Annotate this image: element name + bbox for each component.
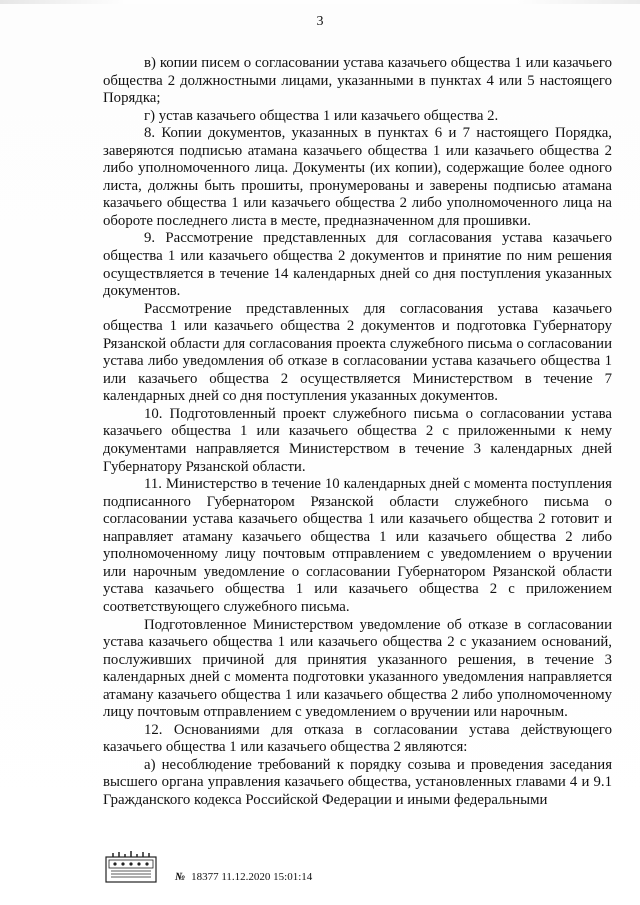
paragraph: 8. Копии документов, указанных в пунктах 6 и 7 настоящего Порядка, заверяются подписью атамана казачьего общества 1 или казачьего общества 2 либо уполномоченного лица. Документы (их копии), содержащие более одного листа, должны быть прошиты, пронумерованы и заверены подписью атамана казачьего общества 1 или казачьего общества 2 либо уполномоченного лица на обороте последнего листа в месте, предназначенном для прошивки. xyxy=(103,125,612,229)
paragraph: 12. Основаниями для отказа в согласовании устава действующего казачьего общества 1 или казачьего общества 2 являются: xyxy=(103,721,612,756)
paragraph: Подготовленное Министерством уведомление об отказе в согласовании устава казачьего общества 1 или казачьего общества 2 с указанием оснований, послуживших причиной для принятия указанного решения, в течение 3 календарных дней с момента подготовки указанного уведомления направляется атаману казачьего общества 1 или казачьего общества 2 либо уполномоченному лицу почтовым отправлением с уведомлением о вручении или нарочным. xyxy=(103,616,612,721)
scan-edge xyxy=(0,0,640,4)
registration-number-datetime: 18377 11.12.2020 15:01:14 xyxy=(191,871,313,883)
document-footer xyxy=(105,851,525,891)
paragraph: 10. Подготовленный проект служебного письма о согласовании устава казачьего общества 1 или казачьего общества 2 с приложенными к нему документами направляется Министерством в течение 3 календарных дней Губернатору Рязанской области. xyxy=(103,405,612,475)
document-registration-info xyxy=(175,871,312,883)
number-symbol: № xyxy=(175,871,186,883)
page-number: 3 xyxy=(316,14,324,29)
paragraph: а) несоблюдение требований к порядку созыва и проведения заседания высшего органа управления казачьего общества, установленных главами 4 и 9.1 Гражданского кодекса Российской Федерации и иными федеральными xyxy=(103,756,612,808)
paragraph: в) копии писем о согласовании устава казачьего общества 1 или казачьего общества 2 должностными лицами, указанными в пунктах 4 или 5 настоящего Порядка; xyxy=(103,55,612,107)
document-registration-stamp-icon xyxy=(105,851,157,883)
paragraph: г) устав казачьего общества 1 или казачьего общества 2. xyxy=(144,107,499,124)
document-body xyxy=(103,55,612,810)
paragraph: Рассмотрение представленных для согласования устава казачьего общества 1 или казачьего общества 2 документов и подготовка Губернатору Рязанской области для согласования проекта служебного письма о согласовании устава либо уведомления об отказе в согласовании устава казачьего общества 1 или казачьего общества 2 осуществляется Министерством в течение 7 календарных дней со дня поступления указанных документов. xyxy=(103,300,612,405)
paragraph: 9. Рассмотрение представленных для согласования устава казачьего общества 1 или казачьего общества 2 документов и принятие по ним решения осуществляется в течение 14 календарных дней со дня поступления указанных документов. xyxy=(103,230,612,300)
paragraph: 11. Министерство в течение 10 календарных дней с момента поступления подписанного Губернатором Рязанской области служебного письма о согласовании устава казачьего общества 1 или казачьего общества 2 готовит и направляет атаману казачьего общества 1 или казачьего общества 2 либо уполномоченному лицу почтовым отправлением с уведомлением о вручении или нарочным уведомление о согласовании Губернатором Рязанской области устава казачьего общества 1 или казачьего общества 2 с приложением соответствующего служебного письма. xyxy=(103,476,612,615)
